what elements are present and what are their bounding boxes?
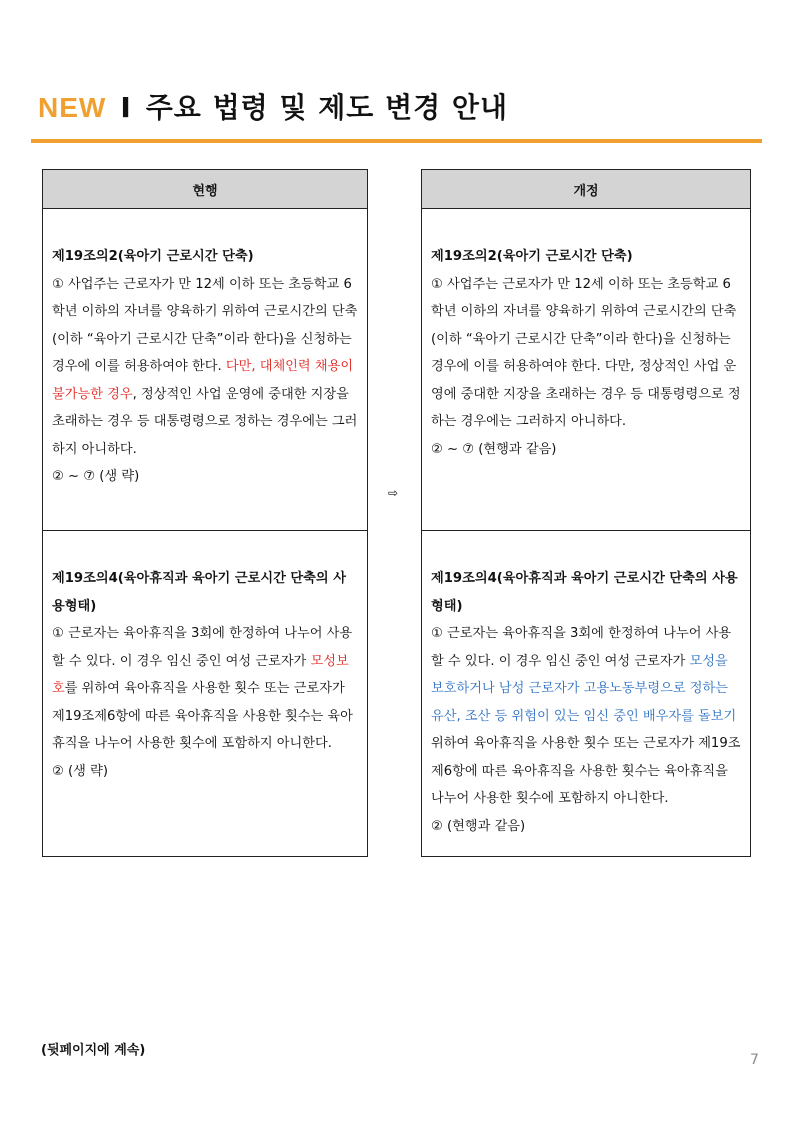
current-law-table bbox=[42, 169, 368, 857]
article-paragraph-1: ① 사업주는 근로자가 만 12세 이하 또는 초등학교 6학년 이하의 자녀를 양육하기 위하여 근로시간의 단축(이하 “육아기 근로시간 단축”이라 한다)을 신청하는 경우에 이를 허용하여야 한다. 다만, 정상적인 사업 운영에 중대한 지장을 초래하는 경우 등 대통령령으로 정하는 경우에는 그러하지 아니하다. bbox=[431, 276, 741, 429]
current-article-19-4 bbox=[43, 531, 367, 785]
current-header: 현행 bbox=[43, 170, 367, 209]
title-separator: I bbox=[120, 91, 132, 124]
article-title: 제19조의4(육아휴직과 육아기 근로시간 단축의 사용형태) bbox=[52, 571, 346, 614]
amended-law-table bbox=[421, 169, 751, 857]
added-text: 모성을 보호하거나 남성 근로자가 고용노동부령으로 정하는 유산, 조산 등 위험이 있는 임신 중인 배우자를 돌보기 bbox=[431, 653, 737, 724]
article-paragraph-2: ② ~ ⑦ (생 략) bbox=[52, 469, 140, 484]
article-paragraph-2: ② (현행과 같음) bbox=[431, 818, 526, 834]
deleted-text: 다만, 대체인력 채용이 불가능한 경우 bbox=[52, 359, 354, 402]
amended-header: 개정 bbox=[422, 170, 750, 209]
page-title bbox=[38, 86, 508, 126]
article-title: 제19조의4(육아휴직과 육아기 근로시간 단축의 사용형태) bbox=[431, 571, 738, 614]
article-paragraph-1: ① 근로자는 육아휴직을 3회에 한정하여 나누어 사용할 수 있다. 이 경우 임신 중인 여성 근로자가 모성을 보호하거나 남성 근로자가 고용노동부령으로 정하는 유산, 조산 등 위험이 있는 임신 중인 배우자를 돌보기 위하여 육아휴직을 사용한 횟수 또는 근로자가 제19조제6항에 따른 육아휴직을 사용한 횟수는 육아휴직을 나누어 사용한 횟수에 포함하지 아니한다. bbox=[431, 626, 741, 806]
article-title: 제19조의2(육아기 근로시간 단축) bbox=[431, 249, 633, 264]
title-underline bbox=[31, 139, 762, 143]
new-label: NEW bbox=[38, 92, 107, 123]
title-text: 주요 법령 및 제도 변경 안내 bbox=[145, 91, 509, 124]
amended-article-19-2 bbox=[422, 209, 750, 531]
article-title: 제19조의2(육아기 근로시간 단축) bbox=[52, 249, 254, 264]
article-paragraph-1: ① 사업주는 근로자가 만 12세 이하 또는 초등학교 6학년 이하의 자녀를 양육하기 위하여 근로시간의 단축(이하 “육아기 근로시간 단축”이라 한다)을 신청하는 경우에 이를 허용하여야 한다. 다만, 대체인력 채용이 불가능한 경우, 정상적인 사업 운영에 중대한 지장을 초래하는 경우 등 대통령령으로 정하는 경우에는 그러하지 아니하다. bbox=[52, 276, 358, 457]
amended-article-19-4 bbox=[422, 531, 750, 840]
article-paragraph-1: ① 근로자는 육아휴직을 3회에 한정하여 나누어 사용할 수 있다. 이 경우 임신 중인 여성 근로자가 모성보호를 위하여 육아휴직을 사용한 횟수 또는 근로자가 제19조제6항에 따른 육아휴직을 사용한 횟수는 육아휴직을 나누어 사용한 횟수에 포함하지 아니한다. bbox=[52, 626, 353, 751]
article-paragraph-2: ② (생 략) bbox=[52, 763, 108, 779]
article-paragraph-2: ② ~ ⑦ (현행과 같음) bbox=[431, 441, 557, 457]
deleted-text: 모성보호 bbox=[52, 653, 349, 696]
arrow-icon: ⇨ bbox=[388, 486, 399, 500]
continued-note: (뒷페이지에 계속) bbox=[41, 1043, 146, 1058]
current-article-19-2 bbox=[43, 209, 367, 531]
page-number: 7 bbox=[750, 1052, 759, 1068]
